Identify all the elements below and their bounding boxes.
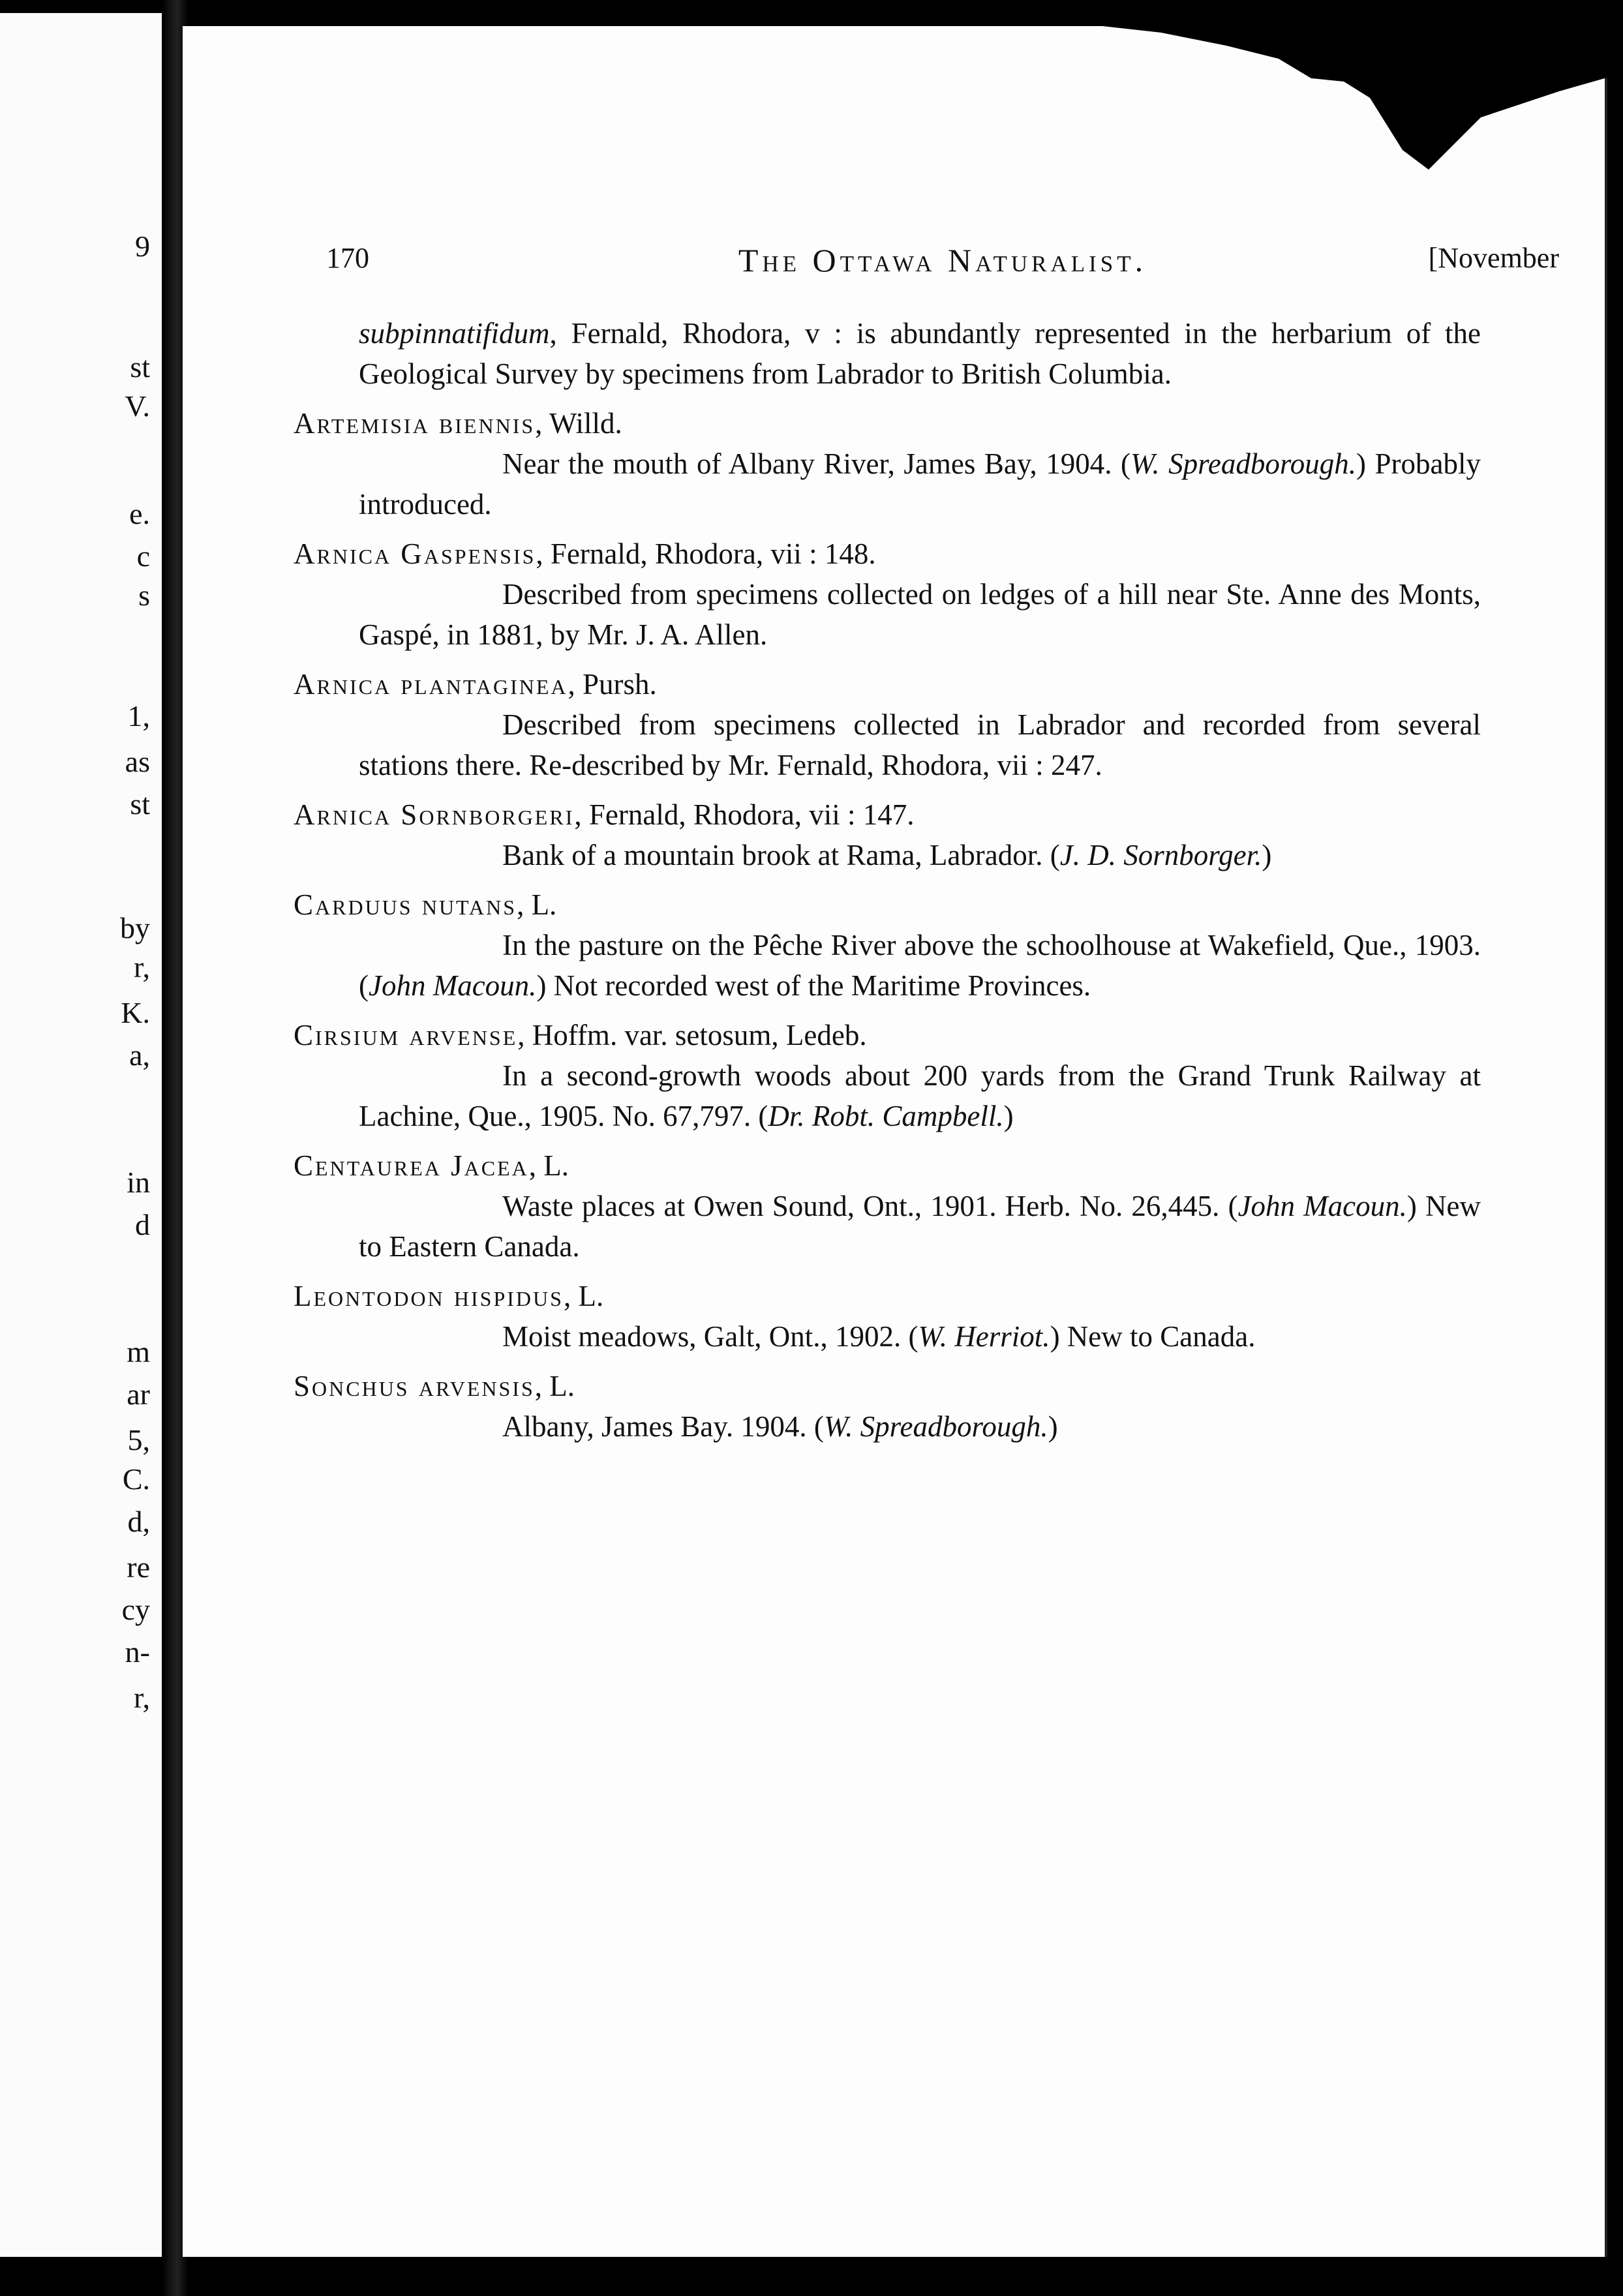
previous-page-fragment: r, <box>134 950 150 984</box>
species-authority: , Pursh. <box>568 668 657 701</box>
species-name: Cirsium arvense <box>294 1019 518 1051</box>
species-name: Arnica Sornborgeri <box>294 798 575 831</box>
species-entry <box>294 1015 1481 1136</box>
collector-citation: W. Spreadborough. <box>1130 447 1356 480</box>
continued-species-name: subpinnatifidum <box>359 317 550 350</box>
note-text: Bank of a mountain brook at Rama, Labrador. ( <box>502 839 1060 871</box>
note-text: Moist meadows, Galt, Ont., 1902. ( <box>502 1320 918 1353</box>
collector-citation: J. D. Sornborger. <box>1059 839 1262 871</box>
note-text: ) <box>1262 839 1272 871</box>
species-heading <box>294 1366 1481 1406</box>
previous-page-fragment: as <box>125 745 150 778</box>
page-number: 170 <box>326 242 369 274</box>
species-authority: , Willd. <box>535 407 622 440</box>
previous-page-fragment: r, <box>134 1681 150 1714</box>
species-note <box>359 925 1481 1006</box>
species-note <box>359 1406 1481 1447</box>
journal-title: The Ottawa Naturalist. <box>738 242 1147 279</box>
note-text: ) <box>1048 1410 1058 1443</box>
previous-page-fragment: V. <box>125 389 150 423</box>
species-entry <box>294 1145 1481 1267</box>
species-name: Arnica Gaspensis <box>294 537 536 570</box>
note-text: Near the mouth of Albany River, James Bay, 1904. ( <box>502 447 1130 480</box>
continued-paragraph <box>359 313 1481 394</box>
previous-page-fragment: in <box>127 1166 150 1199</box>
collector-citation: John Macoun. <box>1237 1190 1407 1222</box>
previous-page-fragment: st <box>130 350 150 384</box>
note-text: ) <box>1003 1100 1014 1132</box>
species-heading <box>294 534 1481 574</box>
species-authority: , Fernald, Rhodora, vii : 148. <box>536 537 876 570</box>
species-name: Centaurea Jacea <box>294 1149 529 1182</box>
species-name: Artemisia biennis <box>294 407 536 440</box>
issue-month: [November <box>1428 242 1559 274</box>
previous-page-fragment: ar <box>127 1378 150 1411</box>
species-note <box>359 574 1481 655</box>
previous-page-fragment: m <box>127 1335 150 1368</box>
previous-page-fragment: cy <box>121 1593 150 1626</box>
species-entry <box>294 794 1481 875</box>
species-authority: , Hoffm. var. setosum, Ledeb. <box>517 1019 867 1051</box>
collector-citation: W. Spreadborough. <box>823 1410 1048 1443</box>
note-text: ) New to Canada. <box>1050 1320 1256 1353</box>
species-authority: , L. <box>534 1370 575 1402</box>
species-heading <box>294 403 1481 444</box>
species-entry <box>294 403 1481 524</box>
species-entry <box>294 664 1481 785</box>
previous-page-fragment: e. <box>129 497 150 530</box>
species-heading <box>294 884 1481 925</box>
species-heading <box>294 794 1481 835</box>
note-text: Albany, James Bay. 1904. ( <box>502 1410 824 1443</box>
previous-page-fragment: 9 <box>135 230 150 263</box>
previous-page-fragment: s <box>138 579 150 612</box>
species-note <box>359 444 1481 524</box>
previous-page-fragment: n- <box>125 1635 150 1669</box>
torn-corner <box>1063 20 1623 170</box>
collector-citation: Dr. Robt. Campbell. <box>768 1100 1004 1132</box>
previous-page-fragment: d <box>135 1208 150 1241</box>
previous-page-edge <box>0 13 163 2257</box>
species-authority: , L. <box>563 1280 604 1312</box>
species-note <box>359 1316 1481 1357</box>
note-text: ) New to Eastern Canada. <box>359 1190 1481 1263</box>
species-entry <box>294 884 1481 1006</box>
species-authority: , L. <box>517 888 557 921</box>
previous-page-fragment: 1, <box>127 699 150 733</box>
article-body <box>294 313 1481 1447</box>
species-entries <box>294 403 1481 1447</box>
species-note <box>359 1186 1481 1267</box>
species-entry <box>294 1366 1481 1447</box>
previous-page-fragment: 5, <box>127 1423 150 1457</box>
previous-page-fragment: st <box>130 787 150 821</box>
previous-page-fragment: K. <box>121 996 150 1029</box>
species-entry <box>294 1276 1481 1357</box>
species-note <box>359 835 1481 875</box>
note-text: Described from specimens collected on ledges of a hill near Ste. Anne des Monts, Gaspé, in 1881, by Mr. J. A. Allen. <box>359 578 1481 651</box>
species-heading <box>294 664 1481 704</box>
note-text: ) Not recorded west of the Maritime Provinces. <box>536 969 1091 1002</box>
species-heading <box>294 1276 1481 1316</box>
note-text: Waste places at Owen Sound, Ont., 1901. Herb. No. 26,445. ( <box>502 1190 1238 1222</box>
previous-page-fragment: a, <box>129 1038 150 1072</box>
species-authority: , L. <box>528 1149 569 1182</box>
note-text: In a second-growth woods about 200 yards from the Grand Trunk Railway at Lachine, Que., 1905. No. 67,797. ( <box>359 1059 1481 1132</box>
species-entry <box>294 534 1481 655</box>
species-note <box>359 1055 1481 1136</box>
collector-citation: John Macoun. <box>369 969 537 1002</box>
note-text: Described from specimens collected in Labrador and recorded from several stations there. Re-described by Mr. Fernald, Rhodora, vii : 247. <box>359 708 1481 781</box>
previous-page-fragment: c <box>136 539 150 573</box>
previous-page-fragment: re <box>127 1550 150 1584</box>
species-name: Arnica plantaginea <box>294 668 568 701</box>
note-text: ) Probably introduced. <box>359 447 1481 521</box>
species-authority: , Fernald, Rhodora, vii : 147. <box>574 798 915 831</box>
note-text: In the pasture on the Pêche River above the schoolhouse at Wakefield, Que., 1903. ( <box>359 929 1481 1002</box>
collector-citation: W. Herriot. <box>918 1320 1050 1353</box>
species-note <box>359 704 1481 785</box>
continued-text: , Fernald, Rhodora, v : is abundantly represented in the herbarium of the Geological Survey by specimens from Labrador to British Columbia. <box>359 317 1481 390</box>
species-name: Leontodon hispidus <box>294 1280 564 1312</box>
previous-page-fragment: d, <box>127 1505 150 1538</box>
species-name: Sonchus arvensis <box>294 1370 535 1402</box>
species-heading <box>294 1145 1481 1186</box>
running-head <box>326 241 1559 287</box>
previous-page-fragment: by <box>120 911 150 944</box>
species-heading <box>294 1015 1481 1055</box>
species-name: Carduus nutans <box>294 888 517 921</box>
page <box>183 26 1605 2257</box>
previous-page-fragment: C. <box>122 1462 150 1496</box>
